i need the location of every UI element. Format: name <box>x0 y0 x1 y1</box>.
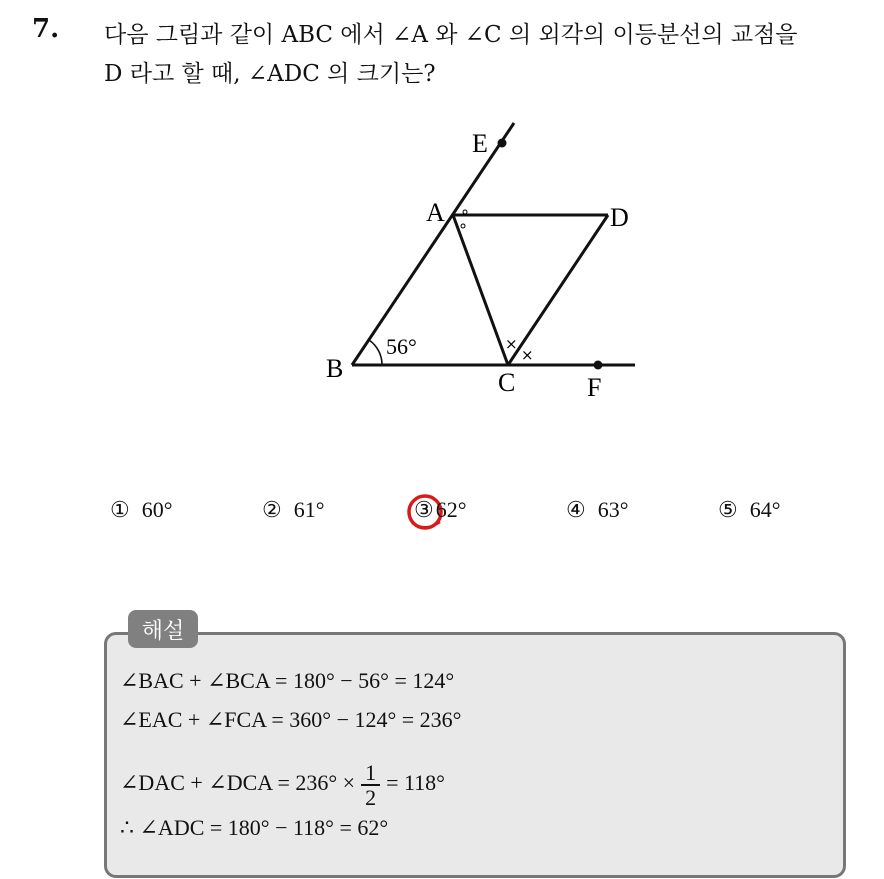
question-number: 7. <box>32 14 60 44</box>
choice-4-number: ④ <box>566 497 586 522</box>
mark-A-upper: ∘ <box>460 202 471 221</box>
choice-1-number: ① <box>110 497 130 522</box>
mark-C-left: × <box>505 335 518 353</box>
choice-5[interactable] <box>718 497 781 523</box>
segment-AC <box>453 215 508 365</box>
label-E: E <box>472 129 488 158</box>
question-text-line2: D 라고 할 때, ∠ADC 의 크기는? <box>104 61 436 87</box>
point-F <box>594 361 603 370</box>
choice-2-number: ② <box>262 497 282 522</box>
question-text-line1: 다음 그림과 같이 ABC 에서 ∠A 와 ∠C 의 외각의 이등분선의 교점을 <box>104 22 798 48</box>
label-F: F <box>587 373 602 402</box>
choice-3[interactable] <box>414 497 467 523</box>
segment-CD <box>508 215 608 365</box>
fraction-one-half <box>361 761 380 809</box>
choice-2[interactable] <box>262 497 325 523</box>
choice-1-value: 60° <box>141 497 173 522</box>
label-D: D <box>610 203 629 232</box>
label-C: C <box>498 368 516 397</box>
solution-title-tab: 해설 <box>128 610 198 648</box>
angle-arc-B <box>369 340 382 365</box>
choice-3-number: ③ <box>414 497 434 522</box>
solution-line-3-left: ∠DAC + ∠DCA = 236° × <box>120 770 356 796</box>
mark-C-right: × <box>521 346 534 364</box>
label-A: A <box>426 198 445 227</box>
choice-3-value: 62° <box>435 497 467 522</box>
choice-4[interactable] <box>566 497 629 523</box>
choice-1[interactable] <box>110 497 173 523</box>
line-BE <box>352 123 514 365</box>
angle-B-value: 56° <box>386 334 417 359</box>
point-E <box>498 139 507 148</box>
choice-5-number: ⑤ <box>718 497 738 522</box>
solution-line-4: ∴ ∠ADC = 180° − 118° = 62° <box>120 815 389 840</box>
mark-A-lower: ∘ <box>458 216 469 235</box>
solution-line-3 <box>120 761 445 809</box>
choice-2-value: 61° <box>293 497 325 522</box>
choice-4-value: 63° <box>597 497 629 522</box>
label-B: B <box>326 354 344 383</box>
fraction-numerator: 1 <box>361 761 380 786</box>
solution-line-3-right: = 118° <box>386 770 445 796</box>
choice-5-value: 64° <box>749 497 781 522</box>
solution-line-1: ∠BAC + ∠BCA = 180° − 56° = 124° <box>120 668 455 693</box>
fraction-denominator: 2 <box>365 785 377 811</box>
solution-line-2: ∠EAC + ∠FCA = 360° − 124° = 236° <box>120 707 462 732</box>
